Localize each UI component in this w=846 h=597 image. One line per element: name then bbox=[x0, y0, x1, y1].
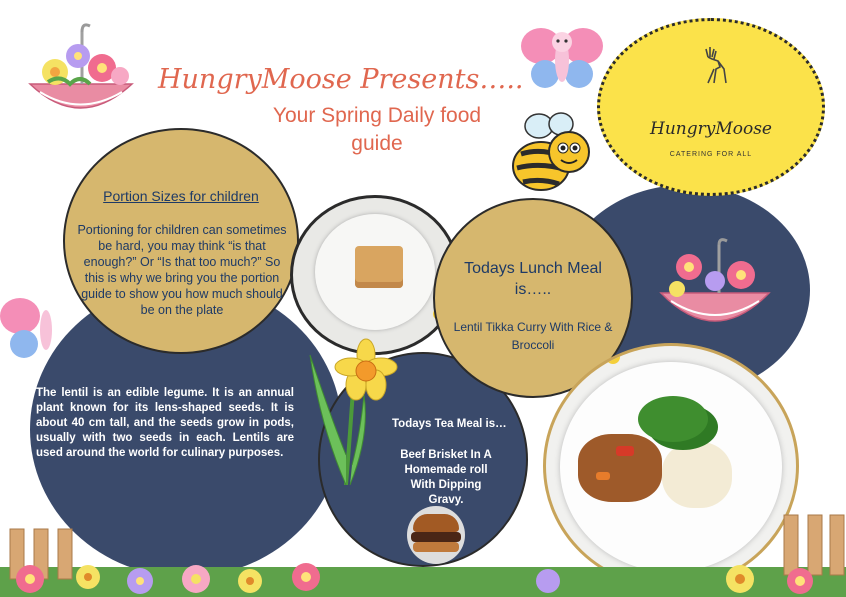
logo-brand: HungryMoose bbox=[650, 119, 772, 139]
subtitle: Your Spring Daily food guide bbox=[272, 104, 482, 155]
portion-body: Portioning for children can sometimes be hard, you may think “is that enough?” Or “Is that too much?” So this is why we bring you the portion guide to show you how much should be on the plate bbox=[77, 223, 287, 317]
napkin-dots bbox=[299, 208, 311, 220]
flower-umbrella-icon bbox=[650, 237, 780, 337]
bee-icon bbox=[503, 108, 595, 198]
tea-meal: Beef Brisket In A Homemade roll With Dipping Gravy. bbox=[400, 449, 492, 506]
butterfly-icon bbox=[0, 294, 60, 364]
lunch-meal: Lentil Tikka Curry With Rice & Broccoli bbox=[453, 320, 613, 352]
daffodil-icon bbox=[300, 335, 400, 485]
broccoli bbox=[638, 396, 708, 442]
butterfly-icon bbox=[517, 18, 607, 98]
pepper bbox=[616, 446, 634, 456]
logo-tagline: CATERING FOR ALL bbox=[669, 151, 753, 158]
presents-title: HungryMoose Presents….. bbox=[158, 64, 524, 95]
lunch-heading: Todays Lunch Meal is….. bbox=[464, 260, 602, 298]
flower-border bbox=[0, 507, 846, 597]
pepper bbox=[596, 472, 610, 480]
rice bbox=[662, 442, 732, 508]
tea-heading: Todays Tea Meal is… bbox=[392, 418, 507, 430]
logo-circle bbox=[597, 18, 825, 196]
curry bbox=[578, 434, 662, 502]
portion-heading: Portion Sizes for children bbox=[103, 188, 259, 204]
napkin-dots bbox=[606, 350, 620, 364]
flower-umbrella-icon bbox=[20, 22, 140, 122]
lentil-info: The lentil is an edible legume. It is an annual plant known for its lens-shaped seeds. It is about 40 cm tall, and the seeds grow in pods, usually with two seeds in each. Lentils are used around the world for culinary purposes. bbox=[36, 387, 294, 459]
cake-slice bbox=[355, 246, 403, 288]
moose-logo-icon bbox=[688, 43, 738, 93]
portion-circle bbox=[63, 128, 299, 354]
